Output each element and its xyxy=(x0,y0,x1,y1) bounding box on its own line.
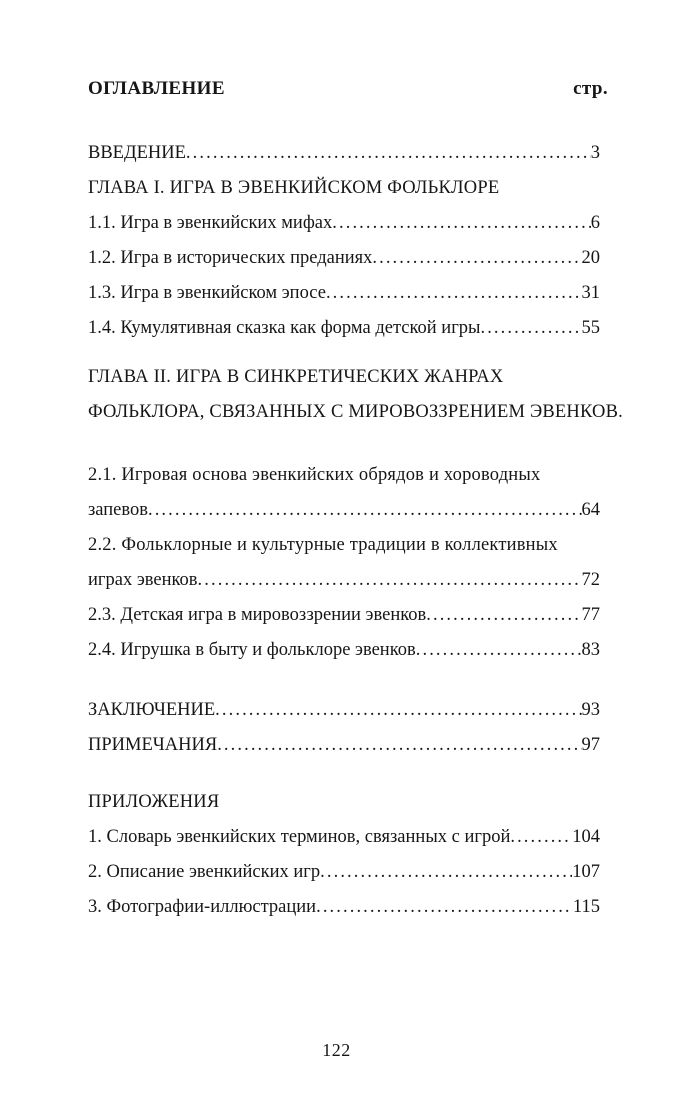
toc-entry xyxy=(88,728,600,763)
page-column-label: стр. xyxy=(573,78,608,99)
toc-entry xyxy=(88,598,600,633)
dot-leader xyxy=(326,276,582,311)
toc-entry xyxy=(88,458,600,528)
toc-entry xyxy=(88,206,600,241)
toc-entry-page: 64 xyxy=(581,500,600,520)
dot-leader xyxy=(186,136,591,171)
toc-entry xyxy=(88,820,600,855)
dot-leader xyxy=(426,598,581,633)
toc-entry-label: 3. Фотографии-иллюстрации xyxy=(88,897,317,917)
toc-entry-label: 2.1. Игровая основа эвенкийских обрядов и хороводных xyxy=(88,465,541,485)
toc-entry xyxy=(88,136,600,171)
footer-page-number: 122 xyxy=(322,1040,351,1060)
toc-section-heading xyxy=(88,785,600,820)
toc-chapter-heading xyxy=(88,360,623,430)
toc-entry-page: 20 xyxy=(581,248,600,268)
dot-leader xyxy=(316,890,573,925)
toc-entry xyxy=(88,528,600,598)
dot-leader xyxy=(217,728,581,763)
dot-leader xyxy=(215,693,581,728)
toc-entry-label: ВВЕДЕНИЕ xyxy=(88,143,186,163)
dot-leader xyxy=(372,241,581,276)
toc-entry-page: 6 xyxy=(590,213,600,233)
toc-entry-label-line2: играх эвенков xyxy=(88,570,198,590)
toc-entry-label: 2.3. Детская игра в мировоззрении эвенков xyxy=(88,605,427,625)
toc-entry xyxy=(88,890,600,925)
toc-entry-label: ПРИЛОЖЕНИЯ xyxy=(88,792,220,812)
dot-leader xyxy=(198,563,582,598)
dot-leader xyxy=(510,820,572,855)
toc-entry-page: 104 xyxy=(572,827,600,847)
toc-entry-label: 2.4. Игрушка в быту и фольклоре эвенков xyxy=(88,640,416,660)
toc-entry-label: 1.3. Игра в эвенкийском эпосе xyxy=(88,283,326,303)
toc-entry-page: 115 xyxy=(572,897,600,917)
toc-content xyxy=(88,0,623,925)
toc-entry-label: ГЛАВА I. ИГРА В ЭВЕНКИЙСКОМ ФОЛЬКЛОРЕ xyxy=(88,178,500,198)
toc-entry-page: 3 xyxy=(590,143,600,163)
toc-entry-label: 2. Описание эвенкийских игр xyxy=(88,862,321,882)
toc-entry xyxy=(88,311,600,346)
dot-leader xyxy=(416,633,582,668)
toc-entry xyxy=(88,276,600,311)
toc-entry-label: 1. Словарь эвенкийских терминов, связанных с игрой xyxy=(88,827,511,847)
dot-leader xyxy=(320,855,572,890)
toc-entry xyxy=(88,633,600,668)
toc-entry-label-line2: запевов xyxy=(88,500,148,520)
toc-entry-label-line2: ФОЛЬКЛОРА, СВЯЗАННЫХ С МИРОВОЗЗРЕНИЕМ ЭВЕНКОВ. xyxy=(88,402,623,422)
toc-entry-continuation xyxy=(88,563,600,598)
toc-header xyxy=(88,78,608,100)
toc-entry-label: 2.2. Фольклорные и культурные традиции в коллективных xyxy=(88,535,558,555)
toc-entry-page: 77 xyxy=(581,605,600,625)
toc-entry xyxy=(88,693,600,728)
dot-leader xyxy=(480,311,581,346)
toc-entry-label: 1.1. Игра в эвенкийских мифах xyxy=(88,213,333,233)
toc-list xyxy=(88,136,623,925)
toc-entry-page: 83 xyxy=(581,640,600,660)
toc-entry-page: 55 xyxy=(581,318,600,338)
toc-entry-continuation xyxy=(88,493,600,528)
dot-leader xyxy=(148,493,582,528)
toc-entry-page: 93 xyxy=(581,700,600,720)
toc-entry-label: ЗАКЛЮЧЕНИЕ xyxy=(88,700,216,720)
toc-entry-label: 1.4. Кумулятивная сказка как форма детской игры xyxy=(88,318,481,338)
toc-entry-page: 31 xyxy=(581,283,600,303)
toc-entry-page: 107 xyxy=(572,862,600,882)
toc-chapter-heading xyxy=(88,171,600,206)
page-title: ОГЛАВЛЕНИЕ xyxy=(88,78,225,99)
toc-entry-page: 97 xyxy=(581,735,600,755)
dot-leader xyxy=(332,206,590,241)
toc-entry xyxy=(88,855,600,890)
toc-entry-page: 72 xyxy=(581,570,600,590)
toc-entry xyxy=(88,241,600,276)
toc-entry-label: 1.2. Игра в исторических преданиях xyxy=(88,248,373,268)
toc-entry-label: ГЛАВА II. ИГРА В СИНКРЕТИЧЕСКИХ ЖАНРАХ xyxy=(88,367,504,387)
toc-entry-label: ПРИМЕЧАНИЯ xyxy=(88,735,218,755)
